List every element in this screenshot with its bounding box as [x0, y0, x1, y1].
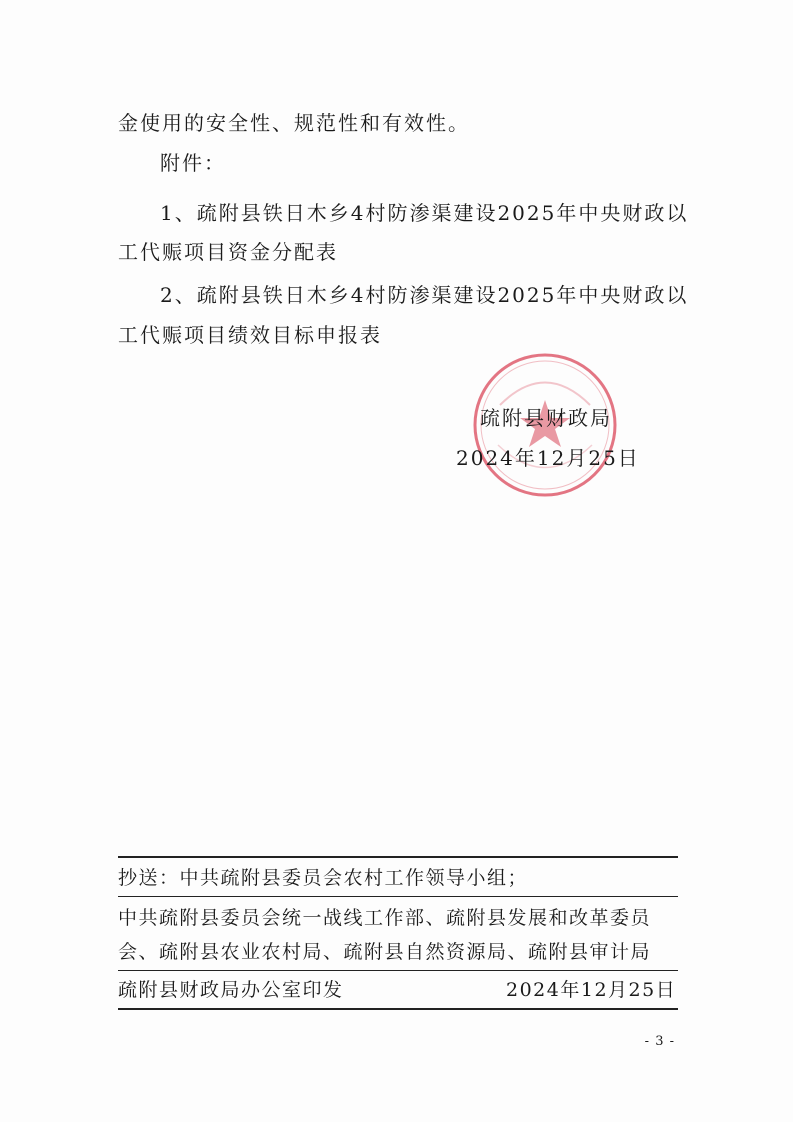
issuing-office: 疏附县财政局办公室印发: [118, 979, 344, 1001]
footer-top-rule: [118, 856, 678, 858]
cc-line-1: 抄送：中共疏附县委员会农村工作领导小组；: [118, 867, 529, 889]
issuer-signature: 疏附县财政局: [480, 406, 612, 430]
cc-line-3: 会、疏附县农业农村局、疏附县自然资源局、疏附县审计局: [118, 941, 652, 963]
body-line-1: 金使用的安全性、规范性和有效性。: [118, 111, 470, 135]
footer-cc-divider: [118, 896, 678, 897]
attachments-label: 附件：: [160, 151, 226, 175]
page-number: - 3 -: [644, 1034, 675, 1049]
footer-issuing-divider: [118, 970, 678, 971]
cc-line-2: 中共疏附县委员会统一战线工作部、疏附县发展和改革委员: [118, 907, 652, 929]
footer-bottom-rule: [118, 1008, 678, 1010]
attachment-1-line-1: 1、疏附县铁日木乡4村防渗渠建设2025年中央财政以: [160, 201, 689, 225]
issue-date: 2024年12月25日: [506, 979, 677, 1001]
signature-date: 2024年12月25日: [456, 446, 640, 470]
attachment-1-line-2: 工代赈项目资金分配表: [118, 240, 338, 264]
attachment-2-line-1: 2、疏附县铁日木乡4村防渗渠建设2025年中央财政以: [160, 283, 689, 307]
attachment-2-line-2: 工代赈项目绩效目标申报表: [118, 323, 382, 347]
